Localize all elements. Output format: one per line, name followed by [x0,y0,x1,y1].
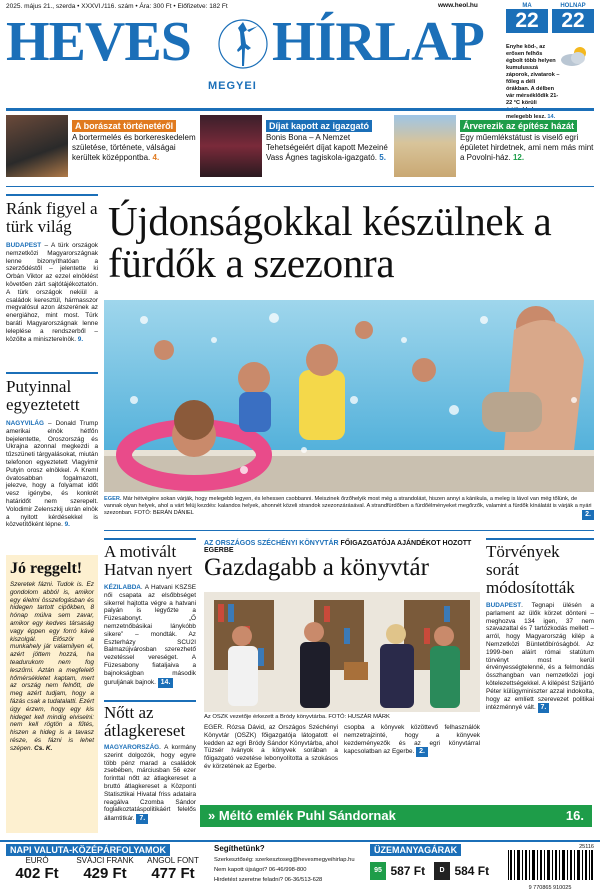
dateline: 2025. május 21., szerda • XXXVI./116. szám • Ára: 300 Ft • Előfizetve: 182 Ft [6,3,228,10]
teaser-wine-title: A borászat történetéről [72,120,176,132]
fuel-title: ÜZEMANYAGÁRAK [370,844,461,856]
main-photo-credit: FOTÓ: BERÁN DÁNIEL [134,510,194,516]
fuel-diesel [434,862,504,882]
help-line-3[interactable]: Hirdetést szeretne feladni? 06-36/513-628 [214,877,323,883]
fuel-95 [370,862,440,882]
fx-chf: SVÁJCI FRANK 429 Ft [74,856,136,883]
article-hatvan-title: A motivált Hatvan nyert [104,542,193,579]
article-laws-page[interactable]: 7. [538,703,550,713]
teaser-house-photo [394,115,456,177]
help-box [214,844,364,885]
library-photo [204,592,480,712]
cloud-sun-icon [558,44,592,68]
weather-tomorrow-label: HOLNAP [560,3,586,9]
library-photo-credit: FOTÓ: HUSZÁR MÁRK [328,714,390,720]
fuel-pump-icon: D [434,862,450,880]
teaser-wine-photo [6,115,68,177]
article-hatvan-page[interactable]: 14. [158,678,174,688]
issue-code: 25116 [579,844,594,850]
teaser-award-text: Bonis Bona – A Nemzet Tehetségeiért díjat kapott Mezeiné Vass Ágnes tagiskola-igazgató. 5. [266,133,388,162]
main-headline[interactable]: Újdonságokkal készülnek a fürdők a szezonra [108,198,552,286]
logo-hirlap: HÍRLAP [272,11,484,73]
main-rule [104,530,594,531]
article-laws-title: Törvények sorát módosították [486,542,575,597]
article-laws-body: BUDAPEST. Tegnapi ülésén a parlament az ülők körzet dönteni – meghozva 134 igen, 37 nem szavazattal és 7 tartózkodás mellett – arról, hogy Magyarország kilép a Nemzetközi Büntetőbíróságból. Az 1999-ben aláírt római statútum törvényt most kerül érvényességtelenné, és a felmondás összhangban van nemzetközi jogi kötelezettségekkel. A kilépést Szijjártó Péter külügyminiszter azzal indokolta, hogy az emlíett szerevezet politikai intézménnyé vált. 7. [486,602,594,712]
masthead-rule [6,108,594,111]
good-morning-text: Szeretek fázni. Tudok is. Ez gondolom abból is, amikor egy élelmi összefogásban és hidegen tartott cipőkben, 8 hónap múlva sem zavar, amikor egy kedves társaság vagy éppen egy forró kávé kiszolgál. Először a munkahely jár valamilyen el, azért jöttem hozzá, ha teadurukom nem fog leszűrni. Aztán a megfelelő hőmérsékletet kaptam, mert az ország nem felnőtt, de meg azért tudjam, hogy a fázás csak a tudatalatti. Ezért úgy érzem, hogy egy kis hideget kell mindig elviselni: nem kell rögtön a fűtés, hiszen a hideg is a tavasz része, és fázni is lehet szépen. Cs. K. [10,581,94,752]
article-laws [486,538,594,713]
article-salary [104,700,196,824]
teaser-award-title: Díjat kapott az igazgató [266,120,372,132]
article-hatvan-body: KÉZILABDA. A Hatvani KSZSE női csapata az elsőbbséget sikerrel hajtotta végre a hatvani palyán is legyőzte a Füzesabonyt. „Ő nemzetnőbásikai lánykóbb sikere” – mondták. Az Eszterházy SCU2I Balmazújvárosban szerezhető vezetéssel vereséget. A Füzesabony fiataljaiva a bajnokságban második guruljának bajnok. 14. [104,584,196,686]
weather-today-temp: 22 [506,9,548,33]
library-kicker: AZ ORSZÁGOS SZÉCHÉNYI KÖNYVTÁR FŐIGAZGATÓJA AJÁNDÉKOT HOZOTT EGERBE [204,540,472,554]
main-photo-caption: EGER. Már hétvégére sokan várják, hogy melegebb legyen, és lehessen csobbanni. Meiszinek őrzőhelyik most még a strandolást, hiszen annyi a kánikula, a meleg is lávol van még tőlünk, de vannak olyan helyek, ahol a várt felúj kezdés: kalandos helyek, ahonnét közeli strandok szezonzárásával. A strandfürdőben a fürdőélményeket megőrzők, valamint a fürdők kínálatát is várják a nyári szezonban. FOTÓ: BERÁN DÁNIEL 2. [104,496,594,520]
teaser-house-text: Egy műemlékstátust is viselő egri épületet hirdetnek, ami nem más mint a Povolni-ház. 12. [460,133,594,162]
teaser-award-photo [200,115,262,177]
barcode-number: 9 770865 910025 [528,885,572,891]
weather-tomorrow-temp: 22 [552,9,594,33]
good-morning-box [6,555,98,833]
article-hatvan [104,538,196,688]
article-putyin-body: NAGYVILÁG – Donald Trump amerikai elnök hétfőn bejelentette, Oroszország és Ukrajna azonnal megkezdi a tűzszüneti tárgyalásokat, miután telefonon egyeztetett Vlagyimir Putyin orosz elnökkel. A Kreml óvatosabban fogalmazott, jelezve, hogy a folyamat időt vesz igénybe, és konkrét határidőt nem szerepelt. Volodimir Zelenszkij ukrán elnök a nyitott kérdésekkel is közvetítőként lépne. 9. [6,420,98,529]
help-line-2[interactable]: Nem kapott újságot? 06-46/998-800 [214,867,307,873]
article-putyin-title: Putyinnal egyeztetett [6,377,80,414]
barcode-icon [506,850,594,880]
article-putyin [6,372,98,529]
library-body-2: csopba a könyvek közöttevő felhasználók nemzetrajzinté, hogy a könyvek kezdeményezők és az egri könyvtárral kapcsolatban az Egerbe. 2. [344,724,480,756]
teaser-wine-text: A bortermelés és borkereskedelem születése, története, válságai kerültek középpontba. 4. [72,133,196,162]
teaser-house[interactable] [394,115,594,177]
weather-box [506,3,596,43]
library-page[interactable]: 2. [416,747,428,757]
good-morning-sign: Cs. K. [34,744,53,752]
good-morning-title: Jó reggelt! [10,560,83,577]
fuel-pump-icon: 95 [370,862,386,880]
fx-eur-value: 402 Ft [15,865,59,882]
banner-puhl-text: » Méltó emlék Puhl Sándornak [208,808,396,823]
article-putyin-page[interactable]: 9. [64,521,70,529]
banner-puhl-page[interactable]: 16. [565,808,584,823]
library-photo-caption: Az OSZK vezetője érkezett a Bródy könyvtárba. FOTÓ: HUSZÁR MÁRK [204,714,390,720]
help-line-1[interactable]: Szerkesztőség: szerkesztoseg@hevesmegyeihirlap.hu [214,857,355,863]
fx-title: NAPI VALUTA-KÖZÉPÁRFOLYAMOK [6,844,170,856]
fx-eur: EURÓ 402 Ft [6,856,68,883]
weather-page-ref[interactable]: 14. [547,114,556,120]
fx-gbp: ANGOL FONT 477 Ft [142,856,204,883]
library-title[interactable]: Gazdagabb a könyvtár [204,554,429,581]
article-turk-page[interactable]: 9. [77,335,84,343]
main-photo-pool [104,300,594,492]
logo-megyei: MEGYEI [208,80,257,92]
site-url[interactable]: www.heol.hu [438,2,478,9]
library-body-1: EGER. Rózsa Dávid, az Országos Széchényi Könyvtár (OSZK) főigazgatója látogatott el kedden az egri Bródy Sándor Könyvtárba, ahol Tüzsér Iványok a könyvek sorában a főigazgató vezetése lebonyolította a szokásos év körzetének az Egerbe. [204,724,338,770]
fx-gbp-value: 477 Ft [151,865,195,882]
teaser-award[interactable] [200,115,390,177]
teaser-rule [6,186,594,187]
teaser-wine[interactable] [6,115,196,177]
weather-today-label: MA [522,3,532,9]
article-turk [6,194,98,343]
article-salary-page[interactable]: 7. [136,814,148,824]
barcode [506,844,594,892]
fuel-diesel-value: 584 Ft [454,864,490,878]
fuel-95-value: 587 Ft [390,864,426,878]
stork-emblem-icon [218,14,268,76]
teaser-house-title: Árverezik az építész házát [460,120,577,132]
logo-heves: HEVES [6,11,191,73]
help-title: Segíthetünk? [214,844,265,853]
article-salary-body: MAGYARORSZÁG. A kormány szerint dolgozók, hogy egyre több pénz marad a családok zsebében, márciusban 56 ezer forinttal nőtt az átlagkereset a bruttó átlagkereset a Központi Statisztikai Hivatal friss adataira reagálva Czomba Sándor foglalkoztatáspolitikáért felelős államtitkár. 7. [104,744,196,823]
main-page-ref[interactable]: 2. [582,510,594,520]
fx-chf-value: 429 Ft [83,865,127,882]
article-turk-body: BUDAPEST – A türk országok nemzetközi Magyarországnak lenne bizonyíthatóan a szerződéstől – jelentette ki Orbán Viktor az ezzel elnöklést követően zárt sajtótájékoztatón. A türk országok nekiül a családok keresztül, hármasszor megvalósul azon átszerének az energiához, mint most. Türk baráti Magyarországnak lenne leleplése a rendszerből – közölte a miniszterelnök. 9. [6,242,98,343]
article-salary-title: Nőtt az átlagkereset [104,703,186,740]
article-turk-title: Ránk figyel a türk világ [6,199,98,236]
banner-puhl[interactable] [200,805,592,827]
weather-forecast: Enyhe köd-, az erősen felhős égbolt több helyen kumulusszá záporok, zivatarok – főleg a déli órákban. A délben vár mérséklődik 21-22 °C körüli melegebb lesz. 14. [506,44,560,120]
